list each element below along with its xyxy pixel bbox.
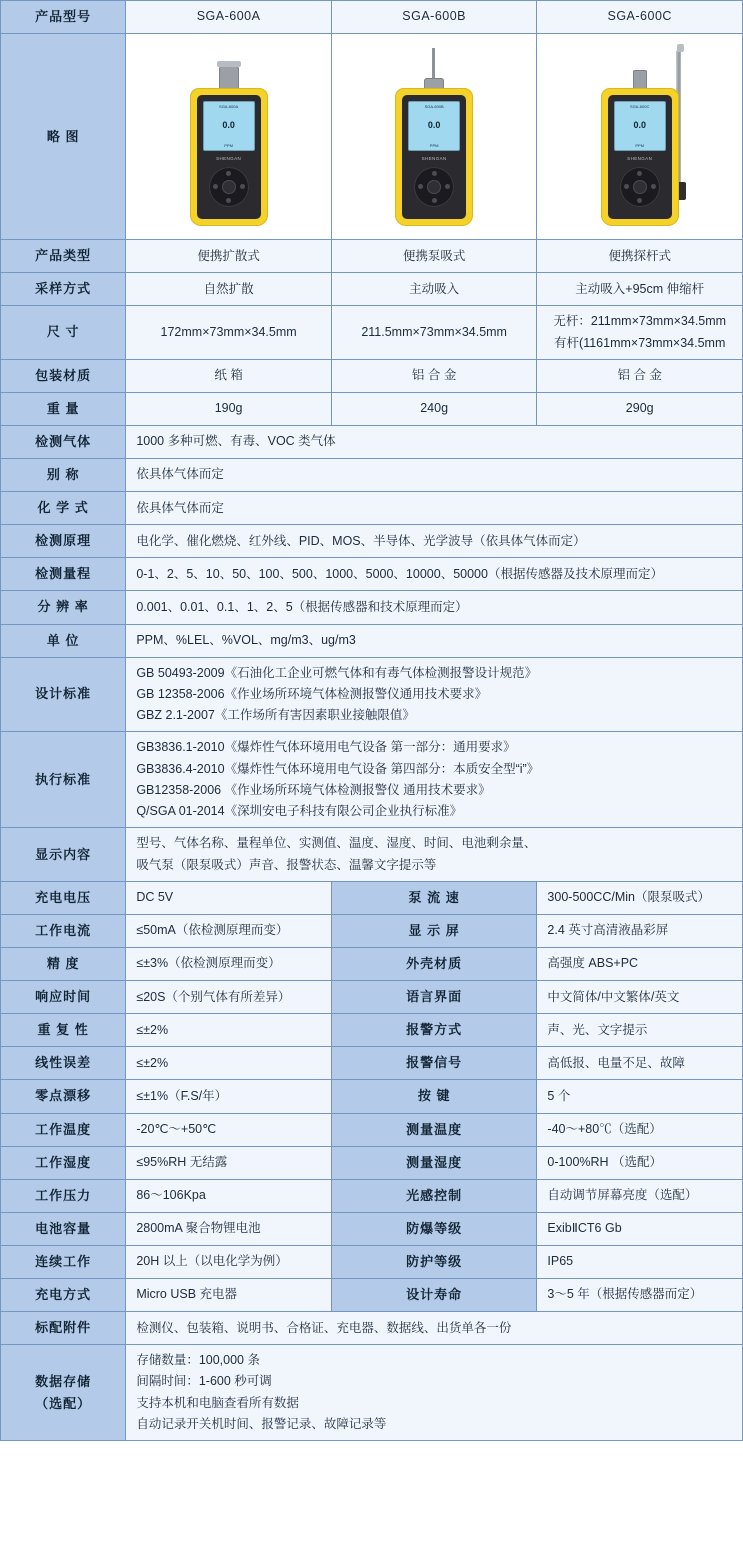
keypad-icon-c	[620, 167, 660, 207]
table-row-principle	[1, 525, 743, 558]
row-label-ip-rating: 防护等级	[331, 1245, 537, 1278]
row-label-working-humidity: 工作湿度	[1, 1146, 126, 1179]
row-label-measure-humidity: 测量湿度	[331, 1146, 537, 1179]
sampling-b: 主动吸入	[331, 273, 537, 306]
keys-value: 5 个	[537, 1080, 743, 1113]
row-label-size: 尺 寸	[1, 306, 126, 360]
weight-b: 240g	[331, 392, 537, 425]
row-label-working-current: 工作电流	[1, 914, 126, 947]
pump-tube-icon	[432, 48, 435, 82]
row-label-sampling: 采样方式	[1, 273, 126, 306]
diffusion-sensor-cap-icon	[219, 66, 239, 90]
table-row-detect-gas	[1, 425, 743, 458]
table-row-weight	[1, 392, 743, 425]
table-row-resolution	[1, 591, 743, 624]
charge-voltage-value: DC 5V	[126, 881, 332, 914]
row-label-measure-temp: 测量温度	[331, 1113, 537, 1146]
table-row-formula	[1, 492, 743, 525]
row-label-principle: 检测原理	[1, 525, 126, 558]
brand-text-b: SHENGAN	[421, 155, 447, 161]
row-label-response-time: 响应时间	[1, 981, 126, 1014]
device-screen-a: SGA-600A 0.0 PPM	[203, 101, 255, 151]
keypad-icon-a	[209, 167, 249, 207]
row-label-design-standard: 设计标准	[1, 657, 126, 732]
row-label-working-temp: 工作温度	[1, 1113, 126, 1146]
table-row-sketch	[1, 34, 743, 240]
row-label-packaging: 包装材质	[1, 359, 126, 392]
row-label-shell-material: 外壳材质	[331, 948, 537, 981]
row-label-continuous-work: 连续工作	[1, 1245, 126, 1278]
resolution-value: 0.001、0.01、0.1、1、2、5（根据传感器和技术原理而定）	[126, 591, 743, 624]
row-label-charge-mode: 充电方式	[1, 1279, 126, 1312]
row-label-model: 产品型号	[1, 1, 126, 34]
response-time-value: ≤20S（个别气体有所差异）	[126, 981, 332, 1014]
row-label-product-type: 产品类型	[1, 240, 126, 273]
row-label-ex-rating: 防爆等级	[331, 1212, 537, 1245]
row-label-keys: 按 键	[331, 1080, 537, 1113]
product-type-a: 便携扩散式	[126, 240, 332, 273]
row-label-zero-drift: 零点漂移	[1, 1080, 126, 1113]
table-row-range	[1, 558, 743, 591]
table-row-working-temp	[1, 1113, 743, 1146]
design-life-value: 3～5 年（根据传感器而定）	[537, 1279, 743, 1312]
ex-rating-value: ExibⅡCT6 Gb	[537, 1212, 743, 1245]
working-pressure-value: 86～106Kpa	[126, 1179, 332, 1212]
accessories-value: 检测仪、包装箱、说明书、合格证、充电器、数据线、出货单各一份	[126, 1312, 743, 1345]
row-label-range: 检测量程	[1, 558, 126, 591]
device-image-a	[126, 34, 332, 240]
light-control-value: 自动调节屏幕亮度（选配）	[537, 1179, 743, 1212]
table-row-charge-voltage	[1, 881, 743, 914]
model-a: SGA-600A	[126, 1, 332, 34]
row-label-alarm-signal: 报警信号	[331, 1047, 537, 1080]
zero-drift-value: ≤±1%（F.S/年）	[126, 1080, 332, 1113]
product-type-b: 便携泵吸式	[331, 240, 537, 273]
principle-value: 电化学、催化燃烧、红外线、PID、MOS、半导体、光学波导（依具体气体而定）	[126, 525, 743, 558]
display-screen-value: 2.4 英寸高清液晶彩屏	[537, 914, 743, 947]
weight-a: 190g	[126, 392, 332, 425]
range-value: 0-1、2、5、10、50、100、500、1000、5000、10000、50000（根据传感器及技术原理而定）	[126, 558, 743, 591]
language-value: 中文简体/中文繁体/英文	[537, 981, 743, 1014]
design-standard-value: GB 50493-2009《石油化工企业可燃气体和有毒气体检测报警设计规范》 GB 12358-2006《作业场所环境气体检测报警仪通用技术要求》 GBZ 2.1-2007《工作场所有害因素职业接触限值》	[126, 657, 743, 732]
table-row-response-time	[1, 981, 743, 1014]
device-image-c	[537, 34, 743, 240]
packaging-b: 铝 合 金	[331, 359, 537, 392]
row-label-display-content: 显示内容	[1, 828, 126, 882]
row-label-resolution: 分 辨 率	[1, 591, 126, 624]
table-row-battery	[1, 1212, 743, 1245]
row-label-working-pressure: 工作压力	[1, 1179, 126, 1212]
row-label-exec-standard: 执行标准	[1, 732, 126, 828]
table-row-data-storage	[1, 1345, 743, 1441]
row-label-accessories: 标配附件	[1, 1312, 126, 1345]
working-humidity-value: ≤95%RH 无结露	[126, 1146, 332, 1179]
table-row-working-pressure	[1, 1179, 743, 1212]
packaging-a: 纸 箱	[126, 359, 332, 392]
row-label-sketch: 略 图	[1, 34, 126, 240]
row-label-weight: 重 量	[1, 392, 126, 425]
table-row-product-type	[1, 240, 743, 273]
shell-material-value: 高强度 ABS+PC	[537, 948, 743, 981]
sampling-c: 主动吸入+95cm 伸缩杆	[537, 273, 743, 306]
pump-flow-value: 300-500CC/Min（限泵吸式）	[537, 881, 743, 914]
table-row-charge-mode	[1, 1279, 743, 1312]
table-row-packaging	[1, 359, 743, 392]
row-label-detect-gas: 检测气体	[1, 425, 126, 458]
row-label-display-screen: 显 示 屏	[331, 914, 537, 947]
row-label-battery: 电池容量	[1, 1212, 126, 1245]
table-row-sampling	[1, 273, 743, 306]
row-label-charge-voltage: 充电电压	[1, 881, 126, 914]
table-row-display-content	[1, 828, 743, 882]
model-c: SGA-600C	[537, 1, 743, 34]
alarm-mode-value: 声、光、文字提示	[537, 1014, 743, 1047]
table-row-size	[1, 306, 743, 360]
battery-value: 2800mA 聚合物锂电池	[126, 1212, 332, 1245]
weight-c: 290g	[537, 392, 743, 425]
size-b: 211.5mm×73mm×34.5mm	[331, 306, 537, 360]
sampling-a: 自然扩散	[126, 273, 332, 306]
row-label-formula: 化 学 式	[1, 492, 126, 525]
linear-error-value: ≤±2%	[126, 1047, 332, 1080]
table-row-alias	[1, 459, 743, 492]
continuous-work-value: 20H 以上（以电化学为例）	[126, 1245, 332, 1278]
table-row-zero-drift	[1, 1080, 743, 1113]
table-row-unit	[1, 624, 743, 657]
size-a: 172mm×73mm×34.5mm	[126, 306, 332, 360]
unit-value: PPM、%LEL、%VOL、mg/m3、ug/m3	[126, 624, 743, 657]
working-temp-value: -20℃～+50℃	[126, 1113, 332, 1146]
formula-value: 依具体气体而定	[126, 492, 743, 525]
table-row-exec-standard	[1, 732, 743, 828]
exec-standard-value: GB3836.1-2010《爆炸性气体环境用电气设备 第一部分：通用要求》 GB3836.4-2010《爆炸性气体环境用电气设备 第四部分：本质安全型“i”》 GB12358-2006 《作业场所环境气体检测报警仪 通用技术要求》 Q/SGA 01-2014《深圳安电子科技有限公司企业执行标准》	[126, 732, 743, 828]
table-row-working-humidity	[1, 1146, 743, 1179]
row-label-repeatability: 重 复 性	[1, 1014, 126, 1047]
device-screen-c: SGA-600C 0.0 PPM	[614, 101, 666, 151]
table-row-accuracy	[1, 948, 743, 981]
working-current-value: ≤50mA（依检测原理而变）	[126, 914, 332, 947]
table-row-continuous-work	[1, 1245, 743, 1278]
row-label-light-control: 光感控制	[331, 1179, 537, 1212]
measure-humidity-value: 0-100%RH （选配）	[537, 1146, 743, 1179]
table-row-accessories	[1, 1312, 743, 1345]
row-label-language: 语言界面	[331, 981, 537, 1014]
packaging-c: 铝 合 金	[537, 359, 743, 392]
table-row-working-current	[1, 914, 743, 947]
device-screen-b: SGA-600B 0.0 PPM	[408, 101, 460, 151]
alias-value: 依具体气体而定	[126, 459, 743, 492]
ip-rating-value: IP65	[537, 1245, 743, 1278]
brand-text-c: SHENGAN	[627, 155, 653, 161]
row-label-alarm-mode: 报警方式	[331, 1014, 537, 1047]
brand-text-a: SHENGAN	[216, 155, 242, 161]
size-c: 无杆：211mm×73mm×34.5mm 有杆(1161mm×73mm×34.5mm	[537, 306, 743, 360]
alarm-signal-value: 高低报、电量不足、故障	[537, 1047, 743, 1080]
product-type-c: 便携探杆式	[537, 240, 743, 273]
detect-gas-value: 1000 多种可燃、有毒、VOC 类气体	[126, 425, 743, 458]
measure-temp-value: -40～+80℃（选配）	[537, 1113, 743, 1146]
display-content-value: 型号、气体名称、量程单位、实测值、温度、湿度、时间、电池剩余量、 吸气泵（限泵吸式）声音、报警状态、温馨文字提示等	[126, 828, 743, 882]
device-image-b	[331, 34, 537, 240]
data-storage-value: 存储数量：100,000 条 间隔时间：1-600 秒可调 支持本机和电脑查看所有数据 自动记录开关机时间、报警记录、故障记录等	[126, 1345, 743, 1441]
row-label-unit: 单 位	[1, 624, 126, 657]
model-b: SGA-600B	[331, 1, 537, 34]
repeatability-value: ≤±2%	[126, 1014, 332, 1047]
table-row-linear-error	[1, 1047, 743, 1080]
row-label-design-life: 设计寿命	[331, 1279, 537, 1312]
charge-mode-value: Micro USB 充电器	[126, 1279, 332, 1312]
row-label-accuracy: 精 度	[1, 948, 126, 981]
table-row-model	[1, 1, 743, 34]
table-row-repeatability	[1, 1014, 743, 1047]
accuracy-value: ≤±3%（依检测原理而变）	[126, 948, 332, 981]
row-label-linear-error: 线性误差	[1, 1047, 126, 1080]
row-label-alias: 别 称	[1, 459, 126, 492]
row-label-data-storage: 数据存储 （选配）	[1, 1345, 126, 1441]
probe-inlet-icon	[633, 70, 647, 90]
row-label-pump-flow: 泵 流 速	[331, 881, 537, 914]
keypad-icon-b	[414, 167, 454, 207]
table-row-design-standard	[1, 657, 743, 732]
